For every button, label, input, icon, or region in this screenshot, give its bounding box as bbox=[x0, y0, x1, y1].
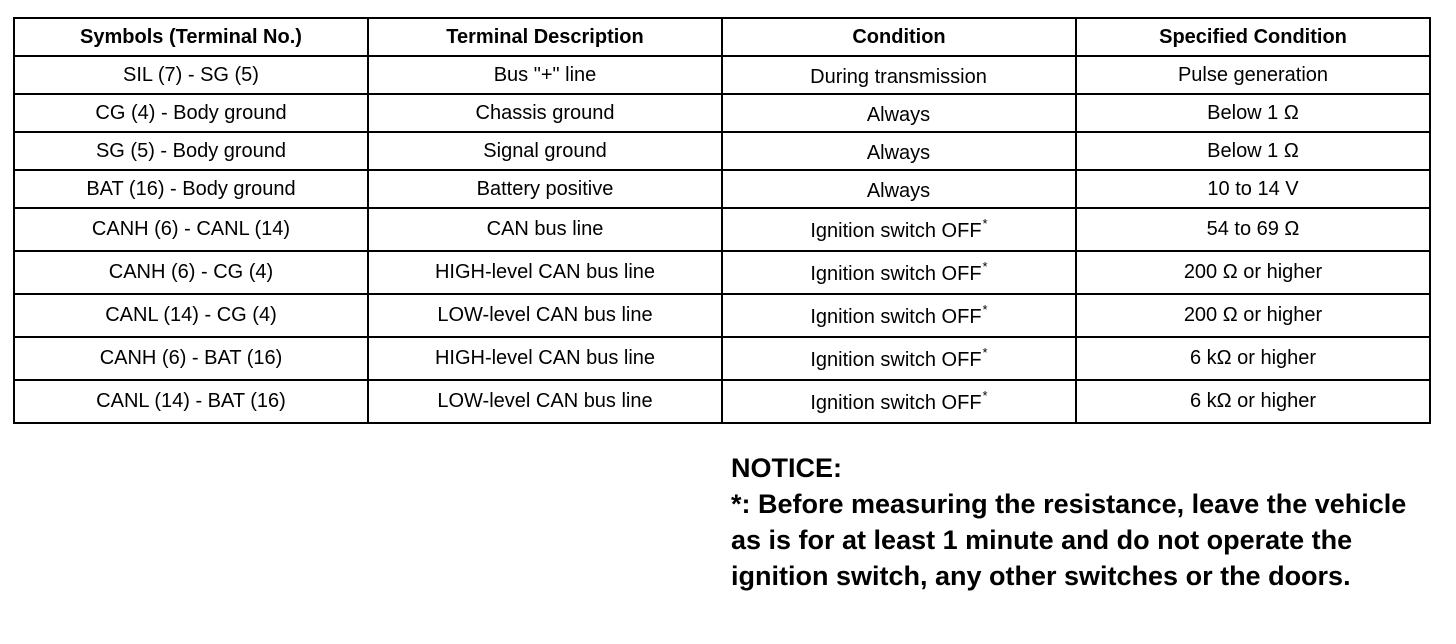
table-row bbox=[14, 208, 1430, 251]
cell-description: Signal ground bbox=[368, 132, 722, 170]
condition-text: Always bbox=[866, 179, 931, 202]
cell-description: LOW-level CAN bus line bbox=[368, 294, 722, 337]
header-condition: Condition bbox=[722, 18, 1076, 56]
cell-symbol: SG (5) - Body ground bbox=[14, 132, 368, 170]
cell-description: LOW-level CAN bus line bbox=[368, 380, 722, 423]
cell-condition bbox=[722, 132, 1076, 170]
cell-symbol: CANH (6) - CANL (14) bbox=[14, 208, 368, 251]
condition-text: Ignition switch OFF bbox=[810, 263, 982, 285]
table-row bbox=[14, 337, 1430, 380]
condition-text: During transmission bbox=[810, 65, 987, 88]
cell-description: CAN bus line bbox=[368, 208, 722, 251]
terminal-spec-table bbox=[13, 17, 1431, 424]
condition-text: Ignition switch OFF bbox=[810, 306, 982, 328]
cell-specified: 200 Ω or higher bbox=[1076, 294, 1430, 337]
condition-text: Ignition switch OFF bbox=[810, 349, 982, 371]
cell-condition bbox=[722, 208, 1076, 251]
table-row bbox=[14, 94, 1430, 132]
cell-description: Bus "+" line bbox=[368, 56, 722, 94]
table-row bbox=[14, 251, 1430, 294]
condition-text: Ignition switch OFF bbox=[810, 220, 982, 242]
cell-condition bbox=[722, 94, 1076, 132]
cell-specified: Pulse generation bbox=[1076, 56, 1430, 94]
notice-block bbox=[731, 450, 1431, 594]
table-header-row bbox=[14, 18, 1430, 56]
table-row bbox=[14, 294, 1430, 337]
cell-description: HIGH-level CAN bus line bbox=[368, 337, 722, 380]
condition-text: Always bbox=[866, 103, 931, 126]
footnote-mark: * bbox=[982, 302, 988, 317]
cell-condition bbox=[722, 337, 1076, 380]
cell-symbol: CANH (6) - CG (4) bbox=[14, 251, 368, 294]
header-terminal-description: Terminal Description bbox=[368, 18, 722, 56]
cell-specified: Below 1 Ω bbox=[1076, 132, 1430, 170]
cell-specified: 200 Ω or higher bbox=[1076, 251, 1430, 294]
cell-condition bbox=[722, 170, 1076, 208]
cell-condition bbox=[722, 294, 1076, 337]
cell-condition bbox=[722, 380, 1076, 423]
footnote-mark: * bbox=[982, 345, 988, 360]
cell-symbol: SIL (7) - SG (5) bbox=[14, 56, 368, 94]
table-row bbox=[14, 380, 1430, 423]
header-specified-condition: Specified Condition bbox=[1076, 18, 1430, 56]
cell-symbol: CANL (14) - BAT (16) bbox=[14, 380, 368, 423]
cell-symbol: BAT (16) - Body ground bbox=[14, 170, 368, 208]
condition-text: Ignition switch OFF bbox=[810, 392, 982, 414]
notice-title: NOTICE: bbox=[731, 453, 842, 483]
footnote-mark: * bbox=[982, 259, 988, 274]
cell-symbol: CANL (14) - CG (4) bbox=[14, 294, 368, 337]
cell-specified: 6 kΩ or higher bbox=[1076, 380, 1430, 423]
cell-specified: 10 to 14 V bbox=[1076, 170, 1430, 208]
table-row bbox=[14, 56, 1430, 94]
notice-body: *: Before measuring the resistance, leave the vehicle as is for at least 1 minute and do not operate the ignition switch, any other switches or the doors. bbox=[731, 489, 1407, 591]
table-row bbox=[14, 170, 1430, 208]
cell-condition bbox=[722, 56, 1076, 94]
condition-text: Always bbox=[866, 141, 931, 164]
footnote-mark: * bbox=[982, 216, 988, 231]
cell-symbol: CG (4) - Body ground bbox=[14, 94, 368, 132]
cell-condition bbox=[722, 251, 1076, 294]
cell-description: Battery positive bbox=[368, 170, 722, 208]
cell-description: HIGH-level CAN bus line bbox=[368, 251, 722, 294]
cell-specified: 54 to 69 Ω bbox=[1076, 208, 1430, 251]
cell-specified: Below 1 Ω bbox=[1076, 94, 1430, 132]
table-row bbox=[14, 132, 1430, 170]
footnote-mark: * bbox=[982, 388, 988, 403]
cell-symbol: CANH (6) - BAT (16) bbox=[14, 337, 368, 380]
cell-specified: 6 kΩ or higher bbox=[1076, 337, 1430, 380]
cell-description: Chassis ground bbox=[368, 94, 722, 132]
header-symbols: Symbols (Terminal No.) bbox=[14, 18, 368, 56]
